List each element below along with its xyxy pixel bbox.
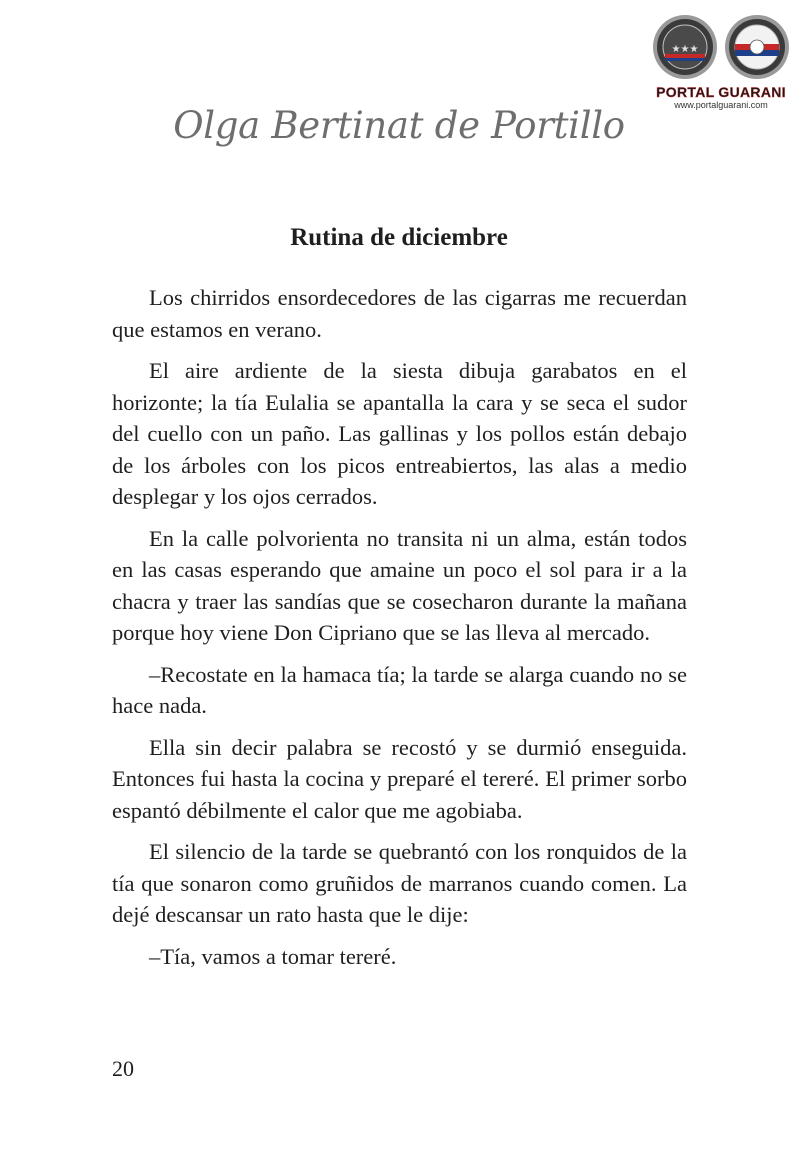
paragraph: Ella sin decir palabra se recostó y se durmió enseguida. Entonces fui hasta la cocina y preparé el tereré. El primer sorbo espantó débilmente el calor que me agobiaba. (112, 734, 687, 823)
page-number: 20 (112, 1056, 134, 1081)
logo-title: PORTAL GUARANI (656, 84, 786, 100)
paragraph: El silencio de la tarde se quebrantó con los ronquidos de la tía que sonaron como gruñidos de marranos cuando comen. La dejé descansar un rato hasta que le dije: (112, 839, 687, 927)
portal-guarani-logo (650, 14, 792, 114)
story-title: Rutina de diciembre (290, 224, 508, 251)
paragraph: –Recostate en la hamaca tía; la tarde se alarga cuando no se hace nada. (112, 661, 687, 718)
running-header-author: Olga Bertinat de Portillo (173, 104, 625, 147)
paragraph: El aire ardiente de la siesta dibuja garabatos en el horizonte; la tía Eulalia se apantalla la cara y se seca el sudor del cuello con un paño. Las gallinas y los pollos están debajo de los árboles con los picos entreabiertos, las alas a medio desplegar y los ojos cerrados. (112, 358, 687, 509)
svg-text:★★★: ★★★ (671, 44, 699, 55)
story-body (112, 282, 687, 982)
logo-url: www.portalguarani.com (674, 100, 768, 110)
left-seal-icon (652, 14, 718, 80)
paragraph: Los chirridos ensordecedores de las cigarras me recuerdan que estamos en verano. (112, 285, 687, 342)
paragraph: En la calle polvorienta no transita ni un alma, están todos en las casas esperando que amaine un poco el sol para ir a la chacra y traer las sandías que se cosecharon durante la mañana porque hoy viene Don Cipriano que se las lleva al mercado. (112, 525, 687, 645)
right-seal-icon (724, 14, 790, 80)
paragraph: –Tía, vamos a tomar tereré. (149, 943, 397, 969)
